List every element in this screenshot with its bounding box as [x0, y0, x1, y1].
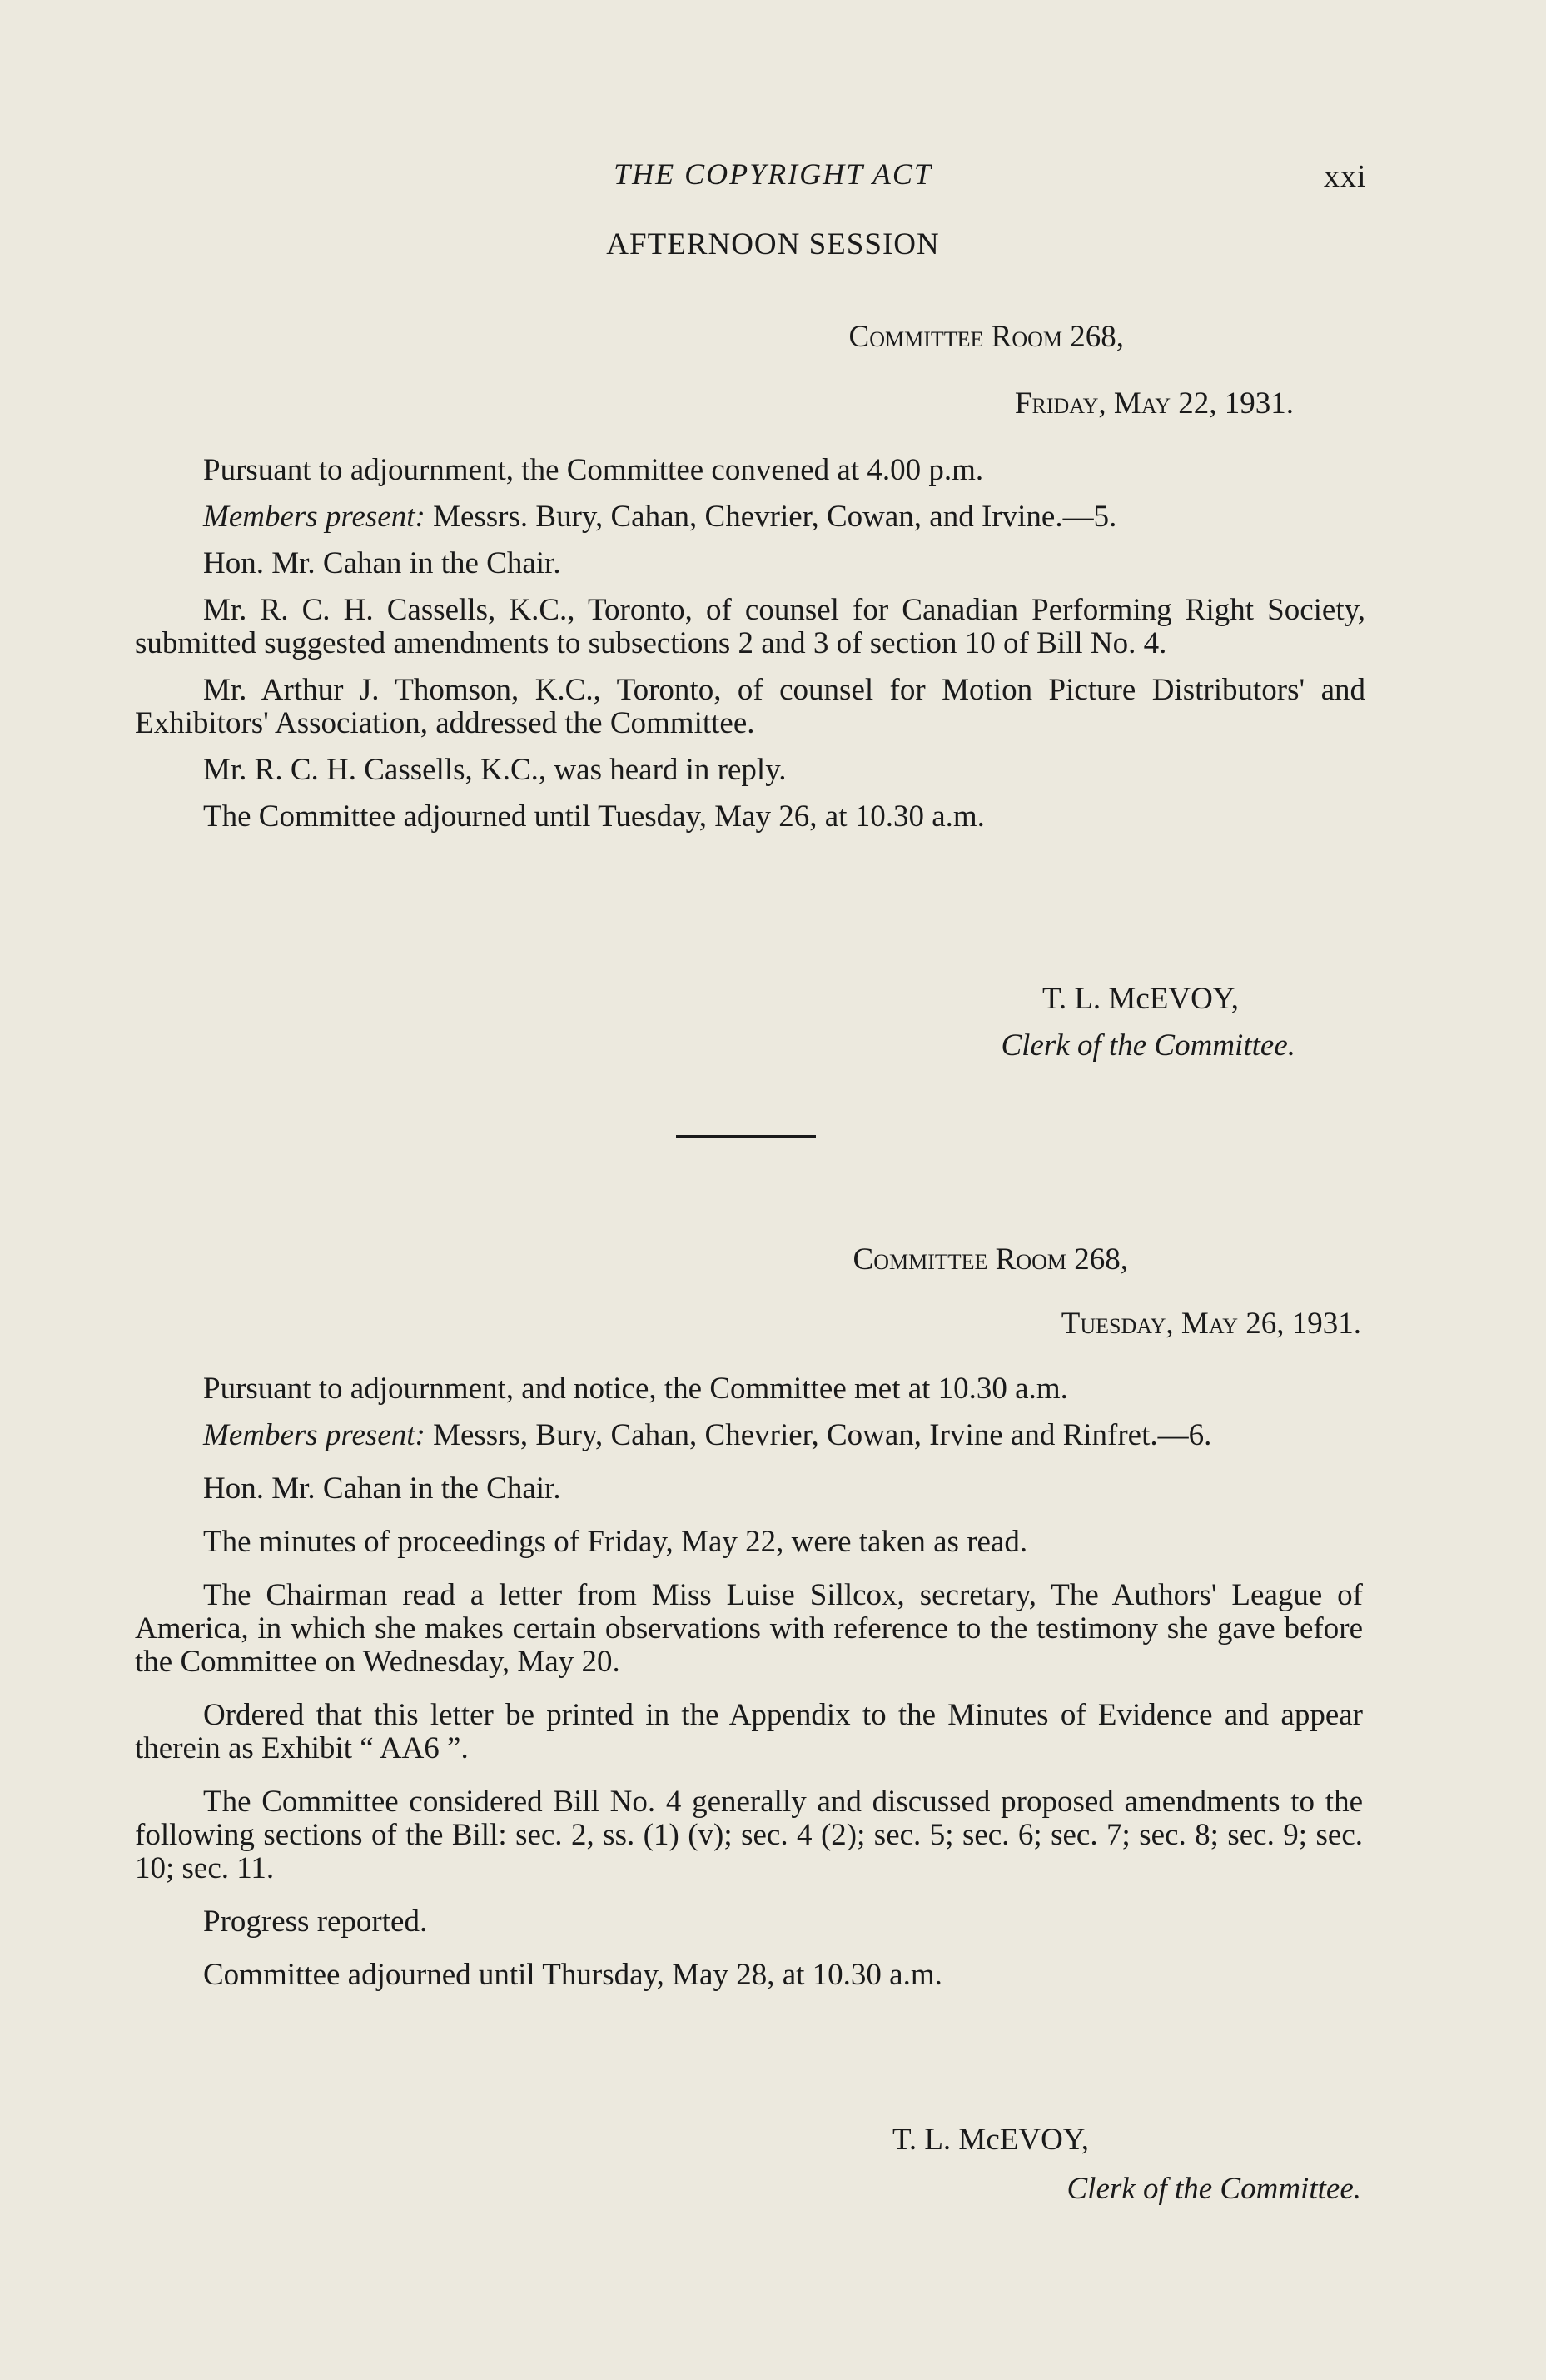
page-number: xxi	[1324, 159, 1367, 194]
meeting2-chair: Hon. Mr. Cahan in the Chair.	[203, 1471, 561, 1506]
meeting2-letter-paragraph: The Chairman read a letter from Miss Luise Sillcox, secretary, The Authors' League of America, in which she makes certain observations with reference to the testimony she gave before the Committee on Wednesday, May 20.	[135, 1578, 1363, 1679]
meeting1-room: Committee Room 268,	[848, 320, 1124, 354]
running-title: THE COPYRIGHT ACT	[614, 157, 932, 191]
meeting1-opening: Pursuant to adjournment, the Committee convened at 4.00 p.m.	[203, 453, 984, 487]
meeting1-chair: Hon. Mr. Cahan in the Chair.	[203, 546, 561, 580]
meeting2-progress: Progress reported.	[203, 1904, 428, 1939]
meeting2-date	[833, 1307, 1361, 1341]
meeting2-body	[135, 1372, 1363, 1992]
meeting2-adjourned: Committee adjourned until Thursday, May 28, at 10.30 a.m.	[203, 1958, 942, 1992]
members-label: Members present:	[203, 1418, 425, 1452]
running-header	[0, 157, 1546, 198]
meeting2-minutes-read: The minutes of proceedings of Friday, May 22, were taken as read.	[203, 1525, 1028, 1559]
meeting1-thomson-paragraph: Mr. Arthur J. Thomson, K.C., Toronto, of counsel for Motion Picture Distributors' and Exhibitors' Association, addressed the Committee.	[135, 673, 1365, 740]
meeting1-body	[135, 454, 1365, 834]
meeting1-date-text: Friday, May 22, 1931.	[1014, 386, 1294, 421]
meeting1-adjourned: The Committee adjourned until Tuesday, May 26, at 10.30 a.m.	[203, 799, 985, 834]
meeting2-members	[135, 1419, 1363, 1452]
meeting2-signature-title: Clerk of the Committee.	[1066, 2172, 1361, 2206]
meeting1-date	[833, 387, 1294, 421]
meeting2-room: Committee Room 268,	[853, 1242, 1128, 1277]
session-title: AFTERNOON SESSION	[606, 227, 940, 261]
meeting1-reply: Mr. R. C. H. Cassells, K.C., was heard in reply.	[203, 753, 787, 787]
meeting1-signature-title: Clerk of the Committee.	[1001, 1028, 1295, 1063]
meeting2-signature-name: T. L. McEVOY,	[892, 2123, 1089, 2157]
members-list: Messrs, Bury, Cahan, Chevrier, Cowan, Irvine and Rinfret.—6.	[433, 1418, 1212, 1452]
meeting2-ordered-paragraph: Ordered that this letter be printed in the Appendix to the Minutes of Evidence and appear therein as Exhibit “ AA6 ”.	[135, 1698, 1363, 1765]
members-label: Members present:	[203, 500, 425, 534]
meeting2-opening: Pursuant to adjournment, and notice, the Committee met at 10.30 a.m.	[203, 1372, 1068, 1406]
meeting1-signature-name: T. L. McEVOY,	[1041, 982, 1239, 1016]
meeting2-date-text: Tuesday, May 26, 1931.	[1061, 1307, 1361, 1341]
meeting1-members	[135, 500, 1365, 534]
meeting1-cassells-paragraph: Mr. R. C. H. Cassells, K.C., Toronto, of counsel for Canadian Performing Right Society, submitted suggested amendments to subsections 2 and 3 of section 10 of Bill No. 4.	[135, 593, 1365, 660]
members-list: Messrs. Bury, Cahan, Chevrier, Cowan, and Irvine.—5.	[433, 500, 1117, 534]
section-divider	[676, 1135, 816, 1138]
meeting2-bill-paragraph: The Committee considered Bill No. 4 generally and discussed proposed amendments to the following sections of the Bill: sec. 2, ss. (1) (v); sec. 4 (2); sec. 5; sec. 6; sec. 7; sec. 8; sec. 9; sec. 10; sec. 11.	[135, 1785, 1363, 1885]
